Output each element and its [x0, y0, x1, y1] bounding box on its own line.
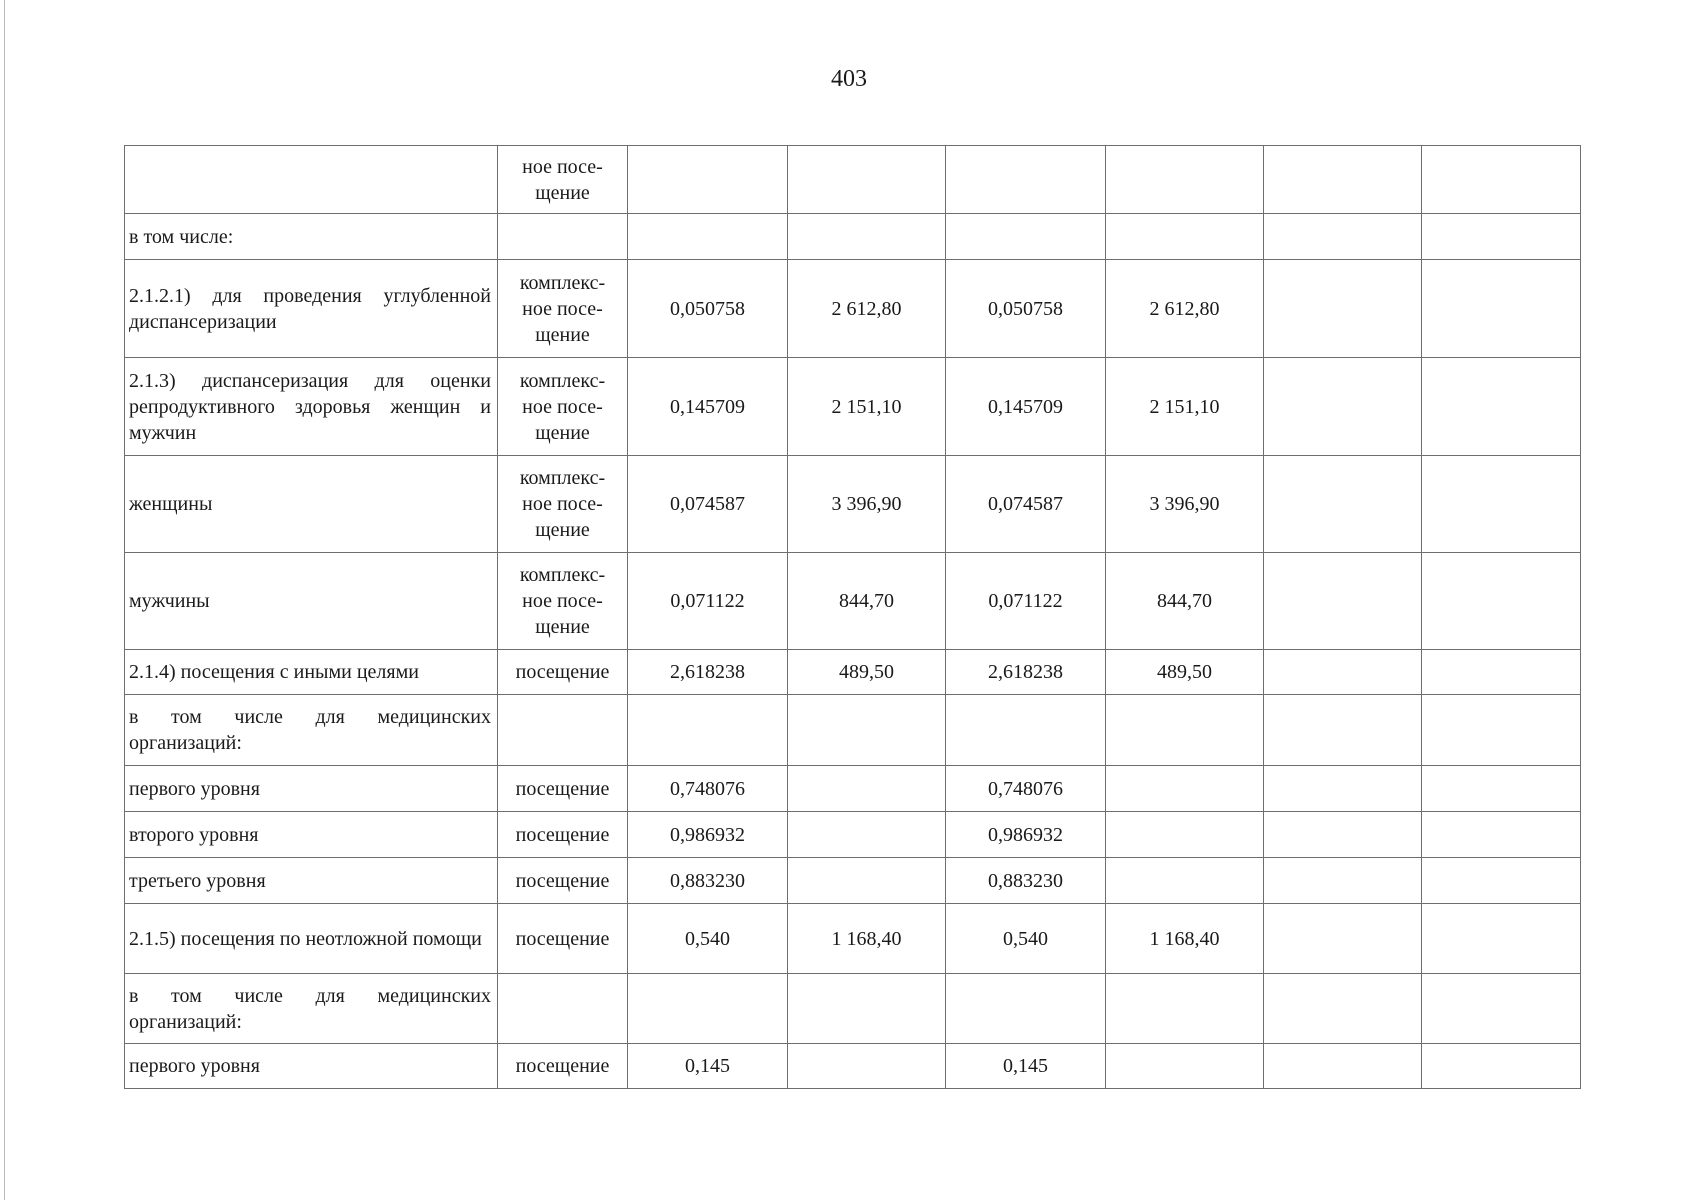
norms-table [124, 145, 1581, 1089]
row-value-2 [788, 214, 946, 260]
row-unit: комплекс- ное посе- щение [498, 260, 628, 358]
row-value-1: 0,071122 [628, 553, 788, 650]
row-value-6 [1422, 812, 1581, 858]
row-value-6 [1422, 1044, 1581, 1089]
row-value-3: 0,540 [946, 904, 1106, 974]
table-row [125, 695, 1581, 766]
row-value-3 [946, 695, 1106, 766]
row-unit: посещение [498, 904, 628, 974]
table-row [125, 812, 1581, 858]
row-value-5 [1264, 695, 1422, 766]
row-value-3: 0,883230 [946, 858, 1106, 904]
row-value-2: 3 396,90 [788, 456, 946, 553]
row-value-1: 2,618238 [628, 650, 788, 695]
row-value-1: 0,145 [628, 1044, 788, 1089]
row-value-1 [628, 695, 788, 766]
row-value-2: 2 151,10 [788, 358, 946, 456]
row-value-4 [1106, 766, 1264, 812]
row-value-1: 0,540 [628, 904, 788, 974]
table-row [125, 358, 1581, 456]
row-value-4: 489,50 [1106, 650, 1264, 695]
row-value-4 [1106, 974, 1264, 1044]
row-unit: посещение [498, 858, 628, 904]
row-value-2 [788, 974, 946, 1044]
row-name: третьего уровня [125, 858, 498, 904]
row-value-3: 0,145709 [946, 358, 1106, 456]
row-value-6 [1422, 974, 1581, 1044]
row-name: 2.1.2.1) для проведения углубленной диспансеризации [125, 260, 498, 358]
row-value-4: 844,70 [1106, 553, 1264, 650]
row-value-5 [1264, 650, 1422, 695]
table-row [125, 974, 1581, 1044]
row-name [125, 146, 498, 214]
table-row [125, 766, 1581, 812]
row-value-2 [788, 812, 946, 858]
row-value-2: 1 168,40 [788, 904, 946, 974]
table-row [125, 858, 1581, 904]
row-value-2: 489,50 [788, 650, 946, 695]
row-value-6 [1422, 695, 1581, 766]
row-value-5 [1264, 358, 1422, 456]
row-name: 2.1.5) посещения по неотложной помощи [125, 904, 498, 974]
row-value-4: 1 168,40 [1106, 904, 1264, 974]
row-name: мужчины [125, 553, 498, 650]
row-value-2: 2 612,80 [788, 260, 946, 358]
table-row [125, 904, 1581, 974]
row-value-5 [1264, 904, 1422, 974]
row-name: 2.1.3) диспансеризация для оценки репродуктивного здоровья женщин и мужчин [125, 358, 498, 456]
row-value-3: 2,618238 [946, 650, 1106, 695]
scan-edge-line [4, 0, 5, 1200]
row-value-4 [1106, 695, 1264, 766]
row-value-4 [1106, 1044, 1264, 1089]
row-value-5 [1264, 1044, 1422, 1089]
row-value-4: 3 396,90 [1106, 456, 1264, 553]
row-unit: комплекс- ное посе- щение [498, 456, 628, 553]
row-value-5 [1264, 766, 1422, 812]
row-name: 2.1.4) посещения с иными целями [125, 650, 498, 695]
row-unit: ное посе- щение [498, 146, 628, 214]
table-row [125, 214, 1581, 260]
table-row [125, 1044, 1581, 1089]
row-unit: посещение [498, 650, 628, 695]
row-value-2 [788, 766, 946, 812]
row-value-1 [628, 146, 788, 214]
row-value-3: 0,074587 [946, 456, 1106, 553]
row-value-1: 0,883230 [628, 858, 788, 904]
row-value-2 [788, 146, 946, 214]
row-value-5 [1264, 146, 1422, 214]
row-unit: комплекс- ное посе- щение [498, 553, 628, 650]
row-value-3: 0,748076 [946, 766, 1106, 812]
row-value-4: 2 151,10 [1106, 358, 1264, 456]
row-value-1 [628, 214, 788, 260]
row-value-1: 0,050758 [628, 260, 788, 358]
table-row [125, 456, 1581, 553]
row-value-3: 0,050758 [946, 260, 1106, 358]
row-value-1: 0,748076 [628, 766, 788, 812]
row-value-5 [1264, 260, 1422, 358]
table-row [125, 260, 1581, 358]
row-name: первого уровня [125, 766, 498, 812]
row-unit [498, 214, 628, 260]
row-value-6 [1422, 146, 1581, 214]
row-value-1: 0,074587 [628, 456, 788, 553]
row-value-3 [946, 214, 1106, 260]
row-value-3: 0,071122 [946, 553, 1106, 650]
row-value-4 [1106, 214, 1264, 260]
row-value-3 [946, 146, 1106, 214]
row-value-1: 0,986932 [628, 812, 788, 858]
row-value-5 [1264, 974, 1422, 1044]
row-unit: комплекс- ное посе- щение [498, 358, 628, 456]
row-name: в том числе: [125, 214, 498, 260]
row-value-3: 0,986932 [946, 812, 1106, 858]
row-value-2 [788, 858, 946, 904]
row-value-6 [1422, 858, 1581, 904]
row-value-3: 0,145 [946, 1044, 1106, 1089]
row-value-4 [1106, 146, 1264, 214]
row-unit: посещение [498, 812, 628, 858]
row-value-2 [788, 695, 946, 766]
page-number: 403 [831, 66, 867, 92]
table-row [125, 553, 1581, 650]
row-value-2: 844,70 [788, 553, 946, 650]
table-row [125, 146, 1581, 214]
row-value-6 [1422, 358, 1581, 456]
row-value-6 [1422, 260, 1581, 358]
row-unit: посещение [498, 1044, 628, 1089]
row-unit: посещение [498, 766, 628, 812]
row-value-6 [1422, 456, 1581, 553]
row-value-6 [1422, 214, 1581, 260]
row-value-5 [1264, 812, 1422, 858]
row-name: женщины [125, 456, 498, 553]
row-value-5 [1264, 456, 1422, 553]
row-value-6 [1422, 904, 1581, 974]
row-value-1 [628, 974, 788, 1044]
row-name: в том числе для медицинских организаций: [125, 974, 498, 1044]
row-value-6 [1422, 553, 1581, 650]
row-value-3 [946, 974, 1106, 1044]
row-value-6 [1422, 766, 1581, 812]
row-value-5 [1264, 858, 1422, 904]
row-value-4: 2 612,80 [1106, 260, 1264, 358]
row-value-5 [1264, 214, 1422, 260]
row-unit [498, 695, 628, 766]
table-row [125, 650, 1581, 695]
row-unit [498, 974, 628, 1044]
row-value-6 [1422, 650, 1581, 695]
row-value-1: 0,145709 [628, 358, 788, 456]
row-name: первого уровня [125, 1044, 498, 1089]
row-value-4 [1106, 858, 1264, 904]
row-name: в том числе для медицинских организаций: [125, 695, 498, 766]
row-name: второго уровня [125, 812, 498, 858]
row-value-4 [1106, 812, 1264, 858]
row-value-2 [788, 1044, 946, 1089]
row-value-5 [1264, 553, 1422, 650]
